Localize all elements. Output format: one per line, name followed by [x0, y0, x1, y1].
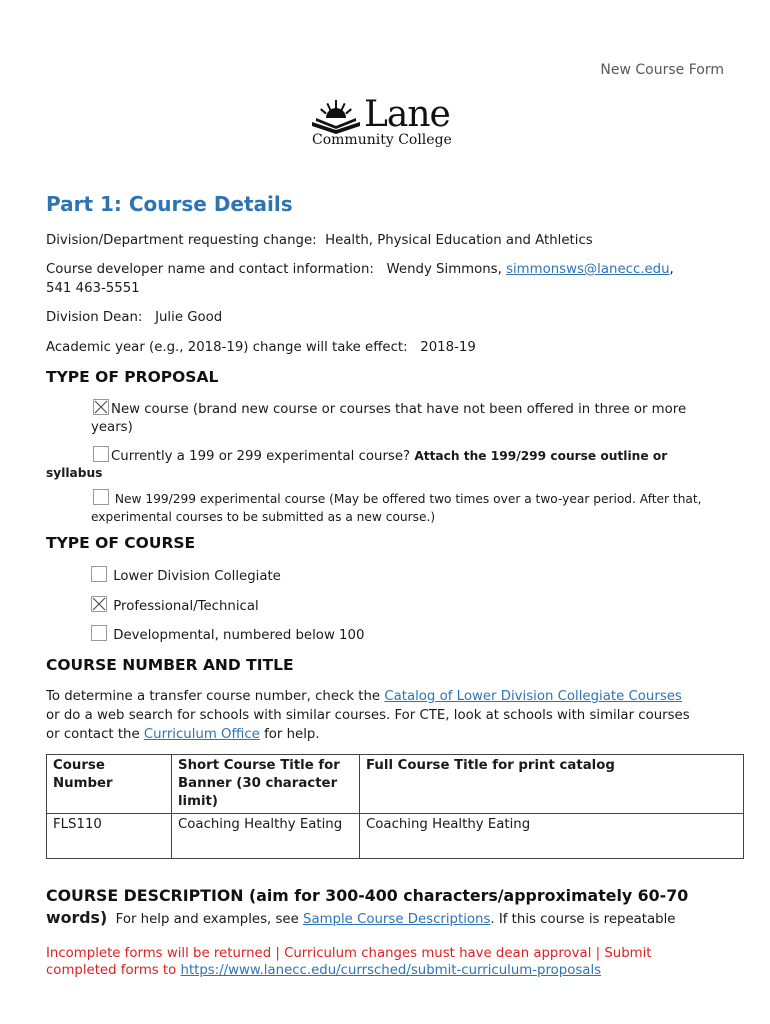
experimental-text: Currently a 199 or 299 experimental course?	[111, 449, 411, 464]
header-line: limit)	[178, 794, 218, 809]
description-help-text: For help and examples, see	[115, 912, 299, 927]
year-line	[46, 338, 476, 357]
new-experimental-text-1: New 199/299 experimental course (May be offered two times over a two-year period. After that,	[114, 492, 702, 506]
table-header-short-title	[172, 755, 360, 814]
number-title-section-title: COURSE NUMBER AND TITLE	[46, 656, 294, 674]
ldc-catalog-link[interactable]: Catalog of Lower Division Collegiate Courses	[384, 689, 682, 704]
developer-line	[46, 260, 674, 279]
pt-label: Professional/Technical	[113, 599, 259, 614]
proposal-option-new-course	[93, 399, 686, 419]
new-course-checkbox[interactable]	[93, 399, 109, 415]
description-line-2	[46, 908, 676, 929]
description-section-title: COURSE DESCRIPTION (aim for 300-400 characters/approximately 60-70	[46, 886, 689, 905]
new-experimental-text-2: experimental courses to be submitted as a new course.)	[91, 510, 436, 524]
description-title-line-2: words)	[46, 908, 108, 927]
new-experimental-checkbox[interactable]	[93, 489, 109, 505]
header-line: Full Course Title for print catalog	[366, 758, 615, 773]
year-label: Academic year (e.g., 2018-19) change will take effect:	[46, 340, 408, 355]
proposal-section-title: TYPE OF PROPOSAL	[46, 368, 219, 386]
dean-label: Division Dean:	[46, 310, 143, 325]
book-sunrise-icon	[308, 96, 364, 136]
form-title-header: New Course Form	[600, 62, 724, 78]
description-help-tail: . If this course is repeatable	[490, 912, 676, 927]
header-line: Course	[53, 758, 105, 773]
number-help-line-2: or do a web search for schools with similar courses. For CTE, look at schools with similar courses	[46, 708, 690, 723]
table-cell-short-title[interactable]: Coaching Healthy Eating	[172, 814, 360, 859]
footer-submit-text: completed forms to	[46, 963, 177, 978]
ldc-label: Lower Division Collegiate	[113, 569, 281, 584]
dean-value: Julie Good	[155, 310, 223, 325]
division-value: Health, Physical Education and Athletics	[325, 233, 593, 248]
year-value: 2018-19	[420, 340, 476, 355]
header-line: Short Course Title for	[178, 758, 340, 773]
table-header-full-title	[360, 755, 744, 814]
course-type-option-pt	[91, 596, 259, 616]
sample-descriptions-link[interactable]: Sample Course Descriptions	[303, 912, 491, 927]
pt-checkbox[interactable]	[91, 596, 107, 612]
footer-warning-line-1: Incomplete forms will be returned | Curriculum changes must have dean approval | Submit	[46, 946, 652, 961]
header-line: Banner (30 character	[178, 776, 338, 791]
number-help-text: To determine a transfer course number, check the	[46, 689, 381, 704]
new-course-text-1: New course (brand new course or courses that have not been offered in three or more	[111, 402, 687, 417]
number-help-line-3	[46, 725, 320, 744]
course-title-table	[46, 754, 744, 859]
header-line: Number	[53, 776, 113, 791]
division-line	[46, 231, 593, 250]
checked-x-icon	[92, 597, 106, 611]
experimental-checkbox[interactable]	[93, 446, 109, 462]
submit-proposals-link[interactable]: https://www.lanecc.edu/currsched/submit-curriculum-proposals	[180, 963, 602, 978]
experimental-attach-note: Attach the 199/299 course outline or	[414, 449, 668, 463]
ldc-checkbox[interactable]	[91, 566, 107, 582]
course-type-option-dev	[91, 625, 364, 645]
dean-line	[46, 308, 222, 327]
developer-name: Wendy Simmons,	[386, 262, 502, 277]
course-type-section-title: TYPE OF COURSE	[46, 534, 196, 552]
part-title: Part 1: Course Details	[46, 192, 293, 216]
table-header-row	[47, 755, 744, 814]
developer-phone: 541 463-5551	[46, 281, 140, 296]
college-logo	[308, 94, 468, 154]
number-help-line-1	[46, 687, 682, 706]
checked-x-icon	[94, 400, 108, 414]
developer-email-link[interactable]: simmonsws@lanecc.edu	[506, 262, 670, 277]
proposal-option-new-experimental	[93, 489, 702, 509]
number-help-text-3a: or contact the	[46, 727, 140, 742]
proposal-option-experimental	[93, 446, 667, 466]
logo-name: Lane	[364, 94, 450, 135]
curriculum-office-link[interactable]: Curriculum Office	[143, 727, 260, 742]
developer-label: Course developer name and contact information:	[46, 262, 374, 277]
logo-subtitle: Community College	[312, 132, 452, 148]
dev-label: Developmental, numbered below 100	[113, 628, 365, 643]
number-help-text-3b: for help.	[264, 727, 320, 742]
dev-checkbox[interactable]	[91, 625, 107, 641]
experimental-attach-note-2: syllabus	[46, 466, 103, 480]
table-row	[47, 814, 744, 859]
new-course-text-2: years)	[91, 420, 133, 435]
division-label: Division/Department requesting change:	[46, 233, 317, 248]
table-cell-full-title[interactable]: Coaching Healthy Eating	[360, 814, 744, 859]
table-cell-course-number[interactable]: FLS110	[47, 814, 172, 859]
developer-comma: ,	[669, 262, 674, 277]
table-header-course-number	[47, 755, 172, 814]
course-type-option-ldc	[91, 566, 281, 586]
footer-warning-line-2	[46, 961, 601, 980]
